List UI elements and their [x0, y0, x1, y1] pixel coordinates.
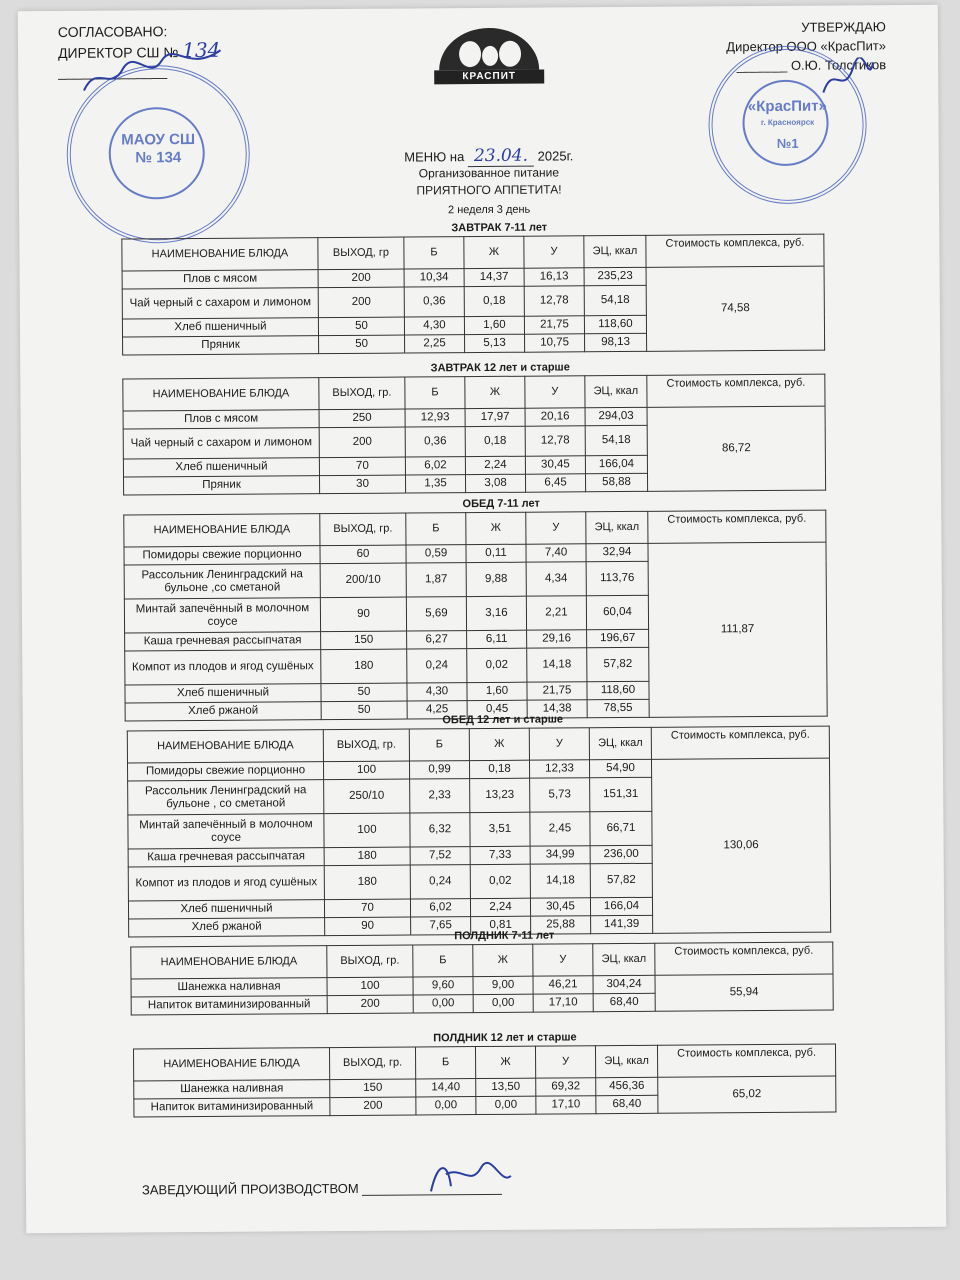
- nutrition-value: 0,11: [466, 544, 526, 562]
- kraspit-logo: [434, 24, 544, 83]
- dish-name: Хлеб ржаной: [129, 918, 325, 937]
- header-right-line-3: _______ О.Ю. Толстиков: [736, 57, 887, 74]
- nutrition-value: 25,88: [531, 916, 591, 934]
- nutrition-value: 196,67: [587, 629, 649, 647]
- column-header: Стоимость комплекса, руб.: [648, 510, 826, 543]
- dish-name: Пряник: [123, 476, 319, 495]
- nutrition-value: 14,38: [527, 700, 587, 718]
- nutrition-value: 50: [319, 335, 405, 354]
- column-header: ЭЦ, ккал: [584, 235, 646, 267]
- menu-prefix: МЕНЮ на: [404, 149, 465, 165]
- nutrition-value: 2,21: [526, 596, 586, 630]
- dish-name: Плов с мясом: [122, 270, 318, 289]
- nutrition-value: 200: [318, 287, 404, 318]
- nutrition-value: 98,13: [585, 333, 647, 351]
- column-header: ВЫХОД, гр.: [329, 1047, 415, 1080]
- nutrition-value: 4,30: [404, 317, 464, 335]
- nutrition-value: 50: [321, 701, 407, 720]
- nutrition-value: 118,60: [584, 315, 646, 333]
- nutrition-value: 151,31: [590, 777, 652, 811]
- nutrition-value: 150: [330, 1079, 416, 1098]
- nutrition-value: 7,65: [411, 917, 471, 935]
- column-header: ВЫХОД, гр: [318, 237, 404, 270]
- nutrition-value: 235,23: [584, 267, 646, 285]
- dish-name: Хлеб пшеничный: [123, 458, 319, 477]
- menu-table: [133, 1044, 836, 1118]
- nutrition-value: 50: [318, 317, 404, 336]
- menu-table: [127, 726, 831, 938]
- nutrition-value: 32,94: [586, 543, 648, 561]
- company-stamp-city: г. Красноярск: [760, 117, 815, 128]
- table-header-row: [133, 1044, 835, 1081]
- menu-table: [123, 510, 827, 722]
- nutrition-value: 30: [319, 475, 405, 494]
- nutrition-value: 1,60: [464, 316, 524, 334]
- logo-text: КРАСПИТ: [434, 70, 544, 85]
- nutrition-value: 150: [321, 631, 407, 650]
- dish-name: Минтай запечённый в молочном соусе: [124, 598, 320, 633]
- nutrition-value: 68,40: [593, 993, 655, 1011]
- nutrition-value: 2,33: [410, 779, 470, 813]
- column-header: У: [529, 728, 589, 760]
- nutrition-value: 17,10: [536, 1096, 596, 1114]
- dish-name: Шанежка наливная: [131, 978, 327, 997]
- nutrition-value: 0,59: [406, 545, 466, 563]
- nutrition-value: 200: [319, 427, 405, 458]
- dish-name: Пряник: [123, 336, 319, 355]
- column-header: Б: [415, 1047, 475, 1079]
- nutrition-value: 17,97: [465, 408, 525, 426]
- nutrition-value: 9,60: [413, 977, 473, 995]
- column-header: НАИМЕНОВАНИЕ БЛЮДА: [133, 1048, 329, 1081]
- dish-name: Компот из плодов и ягод сушёных: [128, 866, 324, 901]
- column-header: У: [524, 236, 584, 268]
- nutrition-value: 250/10: [324, 779, 410, 814]
- nutrition-value: 100: [324, 813, 410, 848]
- nutrition-value: 57,82: [587, 647, 649, 681]
- column-header: НАИМЕНОВАНИЕ БЛЮДА: [123, 378, 319, 411]
- nutrition-value: 200: [318, 269, 404, 288]
- dish-name: Минтай запечённый в молочном соусе: [128, 814, 324, 849]
- approver-signature: [818, 57, 878, 101]
- nutrition-value: 200/10: [320, 563, 406, 598]
- nutrition-value: 60,04: [586, 595, 648, 629]
- nutrition-value: 4,34: [526, 562, 586, 596]
- complex-cost: 130,06: [651, 758, 830, 933]
- column-header: НАИМЕНОВАНИЕ БЛЮДА: [127, 730, 323, 763]
- complex-cost: 55,94: [655, 974, 833, 1011]
- nutrition-value: 58,88: [585, 473, 647, 491]
- nutrition-value: 0,00: [413, 995, 473, 1013]
- nutrition-value: 166,04: [590, 897, 652, 915]
- nutrition-value: 180: [324, 865, 410, 900]
- nutrition-value: 90: [325, 917, 411, 936]
- nutrition-value: 100: [327, 977, 413, 996]
- column-header: ЭЦ, ккал: [585, 375, 647, 407]
- nutrition-value: 30,45: [525, 456, 585, 474]
- column-header: ВЫХОД, гр.: [319, 377, 405, 410]
- section-title: ПОЛДНИК 7-11 лет: [454, 929, 555, 943]
- column-header: У: [533, 944, 593, 976]
- menu-table: [130, 942, 833, 1016]
- nutrition-value: 180: [324, 847, 410, 866]
- nutrition-value: 66,71: [590, 811, 652, 845]
- nutrition-value: 0,36: [405, 427, 465, 457]
- complex-cost: 86,72: [647, 406, 826, 491]
- column-header: Б: [405, 377, 465, 409]
- nutrition-value: 7,33: [470, 846, 530, 864]
- nutrition-value: 113,76: [586, 561, 648, 595]
- menu-subtitle: Организованное питание: [418, 165, 560, 181]
- menu-week-day: 2 неделя 3 день: [447, 203, 531, 217]
- nutrition-value: 30,45: [530, 898, 590, 916]
- dish-name: Чай черный с сахаром и лимоном: [122, 288, 318, 319]
- nutrition-value: 3,16: [466, 596, 526, 630]
- nutrition-value: 5,69: [406, 597, 466, 631]
- nutrition-value: 57,82: [590, 863, 652, 897]
- column-header: ЭЦ, ккал: [586, 511, 648, 543]
- column-header: Стоимость комплекса, руб.: [655, 942, 833, 975]
- column-header: Ж: [475, 1046, 535, 1078]
- menu-sheet: [18, 5, 947, 1233]
- column-header: Б: [413, 945, 473, 977]
- nutrition-value: 14,18: [527, 648, 587, 682]
- nutrition-value: 54,90: [589, 759, 651, 777]
- nutrition-value: 2,45: [530, 812, 590, 846]
- column-header: ЭЦ, ккал: [593, 943, 655, 975]
- nutrition-value: 180: [321, 649, 407, 684]
- dish-name: Каша гречневая рассыпчатая: [128, 848, 324, 867]
- nutrition-value: 13,50: [476, 1078, 536, 1096]
- nutrition-value: 200: [330, 1097, 416, 1116]
- nutrition-value: 118,60: [587, 681, 649, 699]
- column-header: НАИМЕНОВАНИЕ БЛЮДА: [124, 514, 320, 547]
- nutrition-value: 4,25: [407, 701, 467, 719]
- nutrition-value: 3,51: [470, 812, 530, 846]
- column-header: Стоимость комплекса, руб.: [646, 234, 824, 267]
- nutrition-value: 6,27: [407, 631, 467, 649]
- nutrition-value: 13,23: [470, 778, 530, 812]
- nutrition-value: 78,55: [587, 699, 649, 717]
- nutrition-value: 6,11: [467, 630, 527, 648]
- menu-title: [359, 147, 619, 200]
- dish-name: Хлеб пшеничный: [128, 900, 324, 919]
- nutrition-value: 250: [319, 409, 405, 428]
- column-header: Ж: [464, 236, 524, 268]
- column-header: ВЫХОД, гр.: [327, 945, 413, 978]
- company-stamp-number: №1: [776, 135, 799, 151]
- header-right-line-2: Директор ООО «КрасПит»: [726, 38, 887, 55]
- dish-name: Хлеб пшеничный: [122, 318, 318, 337]
- dish-name: Напиток витаминизированный: [134, 1098, 330, 1117]
- nutrition-value: 21,75: [527, 682, 587, 700]
- column-header: Ж: [465, 376, 525, 408]
- nutrition-value: 0,00: [416, 1097, 476, 1115]
- column-header: НАИМЕНОВАНИЕ БЛЮДА: [131, 946, 327, 979]
- dish-name: Рассольник Ленинградский на бульоне ,со сметаной: [124, 564, 320, 599]
- column-header: Б: [406, 513, 466, 545]
- column-header: ЭЦ, ккал: [589, 727, 651, 759]
- column-header: Ж: [466, 512, 526, 544]
- column-header: ВЫХОД, гр.: [323, 729, 409, 762]
- nutrition-value: 166,04: [585, 455, 647, 473]
- nutrition-value: 456,36: [596, 1077, 658, 1095]
- column-header: Стоимость комплекса, руб.: [657, 1044, 835, 1077]
- column-header: ЭЦ, ккал: [595, 1045, 657, 1077]
- section-title: ЗАВТРАК 12 лет и старше: [430, 361, 570, 375]
- nutrition-value: 0,02: [470, 864, 530, 898]
- menu-year: 2025г.: [537, 148, 574, 164]
- column-header: Б: [404, 237, 464, 269]
- nutrition-value: 6,02: [410, 899, 470, 917]
- nutrition-value: 0,36: [404, 287, 464, 317]
- nutrition-value: 7,52: [410, 847, 470, 865]
- nutrition-value: 70: [324, 899, 410, 918]
- nutrition-value: 9,88: [466, 562, 526, 596]
- nutrition-value: 6,32: [410, 813, 470, 847]
- header-right-line-1: УТВЕРЖДАЮ: [801, 19, 886, 35]
- section-title: ПОЛДНИК 12 лет и старше: [433, 1031, 577, 1045]
- nutrition-value: 0,18: [469, 760, 529, 778]
- nutrition-value: 0,18: [464, 286, 524, 316]
- table-header-row: [127, 726, 829, 763]
- nutrition-value: 3,08: [465, 474, 525, 492]
- nutrition-value: 50: [321, 683, 407, 702]
- nutrition-value: 0,18: [465, 426, 525, 456]
- menu-table: [121, 234, 825, 356]
- column-header: У: [526, 512, 586, 544]
- complex-cost: 111,87: [648, 542, 827, 717]
- column-header: Б: [409, 729, 469, 761]
- nutrition-value: 90: [320, 597, 406, 632]
- complex-cost: 65,02: [658, 1076, 836, 1113]
- nutrition-value: 10,75: [525, 334, 585, 352]
- column-header: Ж: [473, 944, 533, 976]
- nutrition-value: 17,10: [533, 994, 593, 1012]
- nutrition-value: 0,99: [409, 761, 469, 779]
- table-header-row: [122, 234, 824, 271]
- nutrition-value: 9,00: [473, 976, 533, 994]
- dish-name: Плов с мясом: [123, 410, 319, 429]
- nutrition-value: 0,81: [471, 916, 531, 934]
- nutrition-value: 54,18: [585, 425, 647, 455]
- column-header: У: [525, 376, 585, 408]
- footer-label: ЗАВЕДУЮЩИЙ ПРОИЗВОДСТВОМ: [141, 1180, 359, 1198]
- nutrition-value: 14,18: [530, 864, 590, 898]
- dish-name: Чай черный с сахаром и лимоном: [123, 428, 319, 459]
- production-head-signature: [426, 1156, 516, 1201]
- dish-name: Напиток витаминизированный: [131, 996, 327, 1015]
- nutrition-value: 14,40: [416, 1079, 476, 1097]
- nutrition-value: 34,99: [530, 846, 590, 864]
- nutrition-value: 0,02: [467, 648, 527, 682]
- nutrition-value: 29,16: [527, 630, 587, 648]
- column-header: ВЫХОД, гр.: [320, 513, 406, 546]
- menu-table: [122, 374, 826, 496]
- table-header-row: [123, 374, 825, 411]
- column-header: У: [535, 1046, 595, 1078]
- nutrition-value: 141,39: [591, 915, 653, 933]
- school-stamp-text: МАОУ СШ № 134: [121, 130, 196, 167]
- dish-name: Хлеб пшеничный: [125, 684, 321, 703]
- section-title: ОБЕД 12 лет и старше: [442, 713, 564, 727]
- section-title: ОБЕД 7-11 лет: [462, 497, 540, 511]
- handwritten-school-number: 134: [182, 37, 221, 63]
- nutrition-value: 10,34: [404, 269, 464, 287]
- nutrition-value: 12,78: [524, 286, 584, 316]
- nutrition-value: 5,73: [530, 778, 590, 812]
- column-header: Ж: [469, 728, 529, 760]
- column-header: Стоимость комплекса, руб.: [647, 374, 825, 407]
- header-left-line-1: СОГЛАСОВАНО:: [57, 23, 168, 40]
- nutrition-value: 69,32: [536, 1078, 596, 1096]
- dish-name: Каша гречневая рассыпчатая: [125, 632, 321, 651]
- nutrition-value: 12,78: [525, 426, 585, 456]
- dish-name: Помидоры свежие порционно: [124, 546, 320, 565]
- header-left-line-3: ______________: [58, 63, 168, 80]
- nutrition-value: 68,40: [596, 1095, 658, 1113]
- dish-name: Рассольник Ленинградский на бульоне , со сметаной: [128, 780, 324, 815]
- nutrition-value: 1,87: [406, 563, 466, 597]
- nutrition-value: 1,60: [467, 682, 527, 700]
- nutrition-value: 0,45: [467, 700, 527, 718]
- nutrition-value: 5,13: [465, 334, 525, 352]
- nutrition-value: 0,24: [407, 649, 467, 683]
- nutrition-value: 2,25: [405, 335, 465, 353]
- nutrition-value: 7,40: [526, 544, 586, 562]
- nutrition-value: 236,00: [590, 845, 652, 863]
- column-header: Стоимость комплекса, руб.: [651, 726, 829, 759]
- nutrition-value: 60: [320, 545, 406, 564]
- nutrition-value: 0,00: [473, 994, 533, 1012]
- dish-name: Хлеб ржаной: [125, 702, 321, 721]
- table-header-row: [124, 510, 826, 547]
- nutrition-value: 54,18: [584, 285, 646, 315]
- nutrition-value: 12,93: [405, 409, 465, 427]
- nutrition-value: 2,24: [470, 898, 530, 916]
- nutrition-value: 21,75: [524, 316, 584, 334]
- nutrition-value: 46,21: [533, 976, 593, 994]
- nutrition-value: 2,24: [465, 456, 525, 474]
- nutrition-value: 70: [319, 457, 405, 476]
- nutrition-value: 294,03: [585, 407, 647, 425]
- dish-name: Помидоры свежие порционно: [127, 762, 323, 781]
- section-title: ЗАВТРАК 7-11 лет: [451, 221, 548, 235]
- menu-greeting: ПРИЯТНОГО АППЕТИТА!: [416, 182, 562, 198]
- nutrition-value: 20,16: [525, 408, 585, 426]
- nutrition-value: 1,35: [405, 475, 465, 493]
- nutrition-value: 6,02: [405, 457, 465, 475]
- nutrition-value: 6,45: [525, 474, 585, 492]
- dish-name: Компот из плодов и ягод сушёных: [125, 650, 321, 685]
- nutrition-value: 200: [327, 995, 413, 1014]
- logo-emblem-icon: [434, 24, 544, 73]
- complex-cost: 74,58: [646, 266, 825, 351]
- nutrition-value: 12,33: [529, 760, 589, 778]
- nutrition-value: 4,30: [407, 683, 467, 701]
- company-stamp-name: «КрасПит»: [747, 97, 828, 116]
- column-header: НАИМЕНОВАНИЕ БЛЮДА: [122, 238, 318, 271]
- table-header-row: [131, 942, 833, 979]
- header-left-line-2: ДИРЕКТОР СШ № 134: [57, 37, 221, 63]
- nutrition-value: 16,13: [524, 268, 584, 286]
- nutrition-value: 14,37: [464, 268, 524, 286]
- nutrition-value: 304,24: [593, 975, 655, 993]
- nutrition-value: 0,24: [410, 865, 470, 899]
- nutrition-value: 100: [323, 761, 409, 780]
- nutrition-value: 0,00: [476, 1096, 536, 1114]
- menu-date: 23.04.: [468, 146, 534, 167]
- dish-name: Шанежка наливная: [134, 1080, 330, 1099]
